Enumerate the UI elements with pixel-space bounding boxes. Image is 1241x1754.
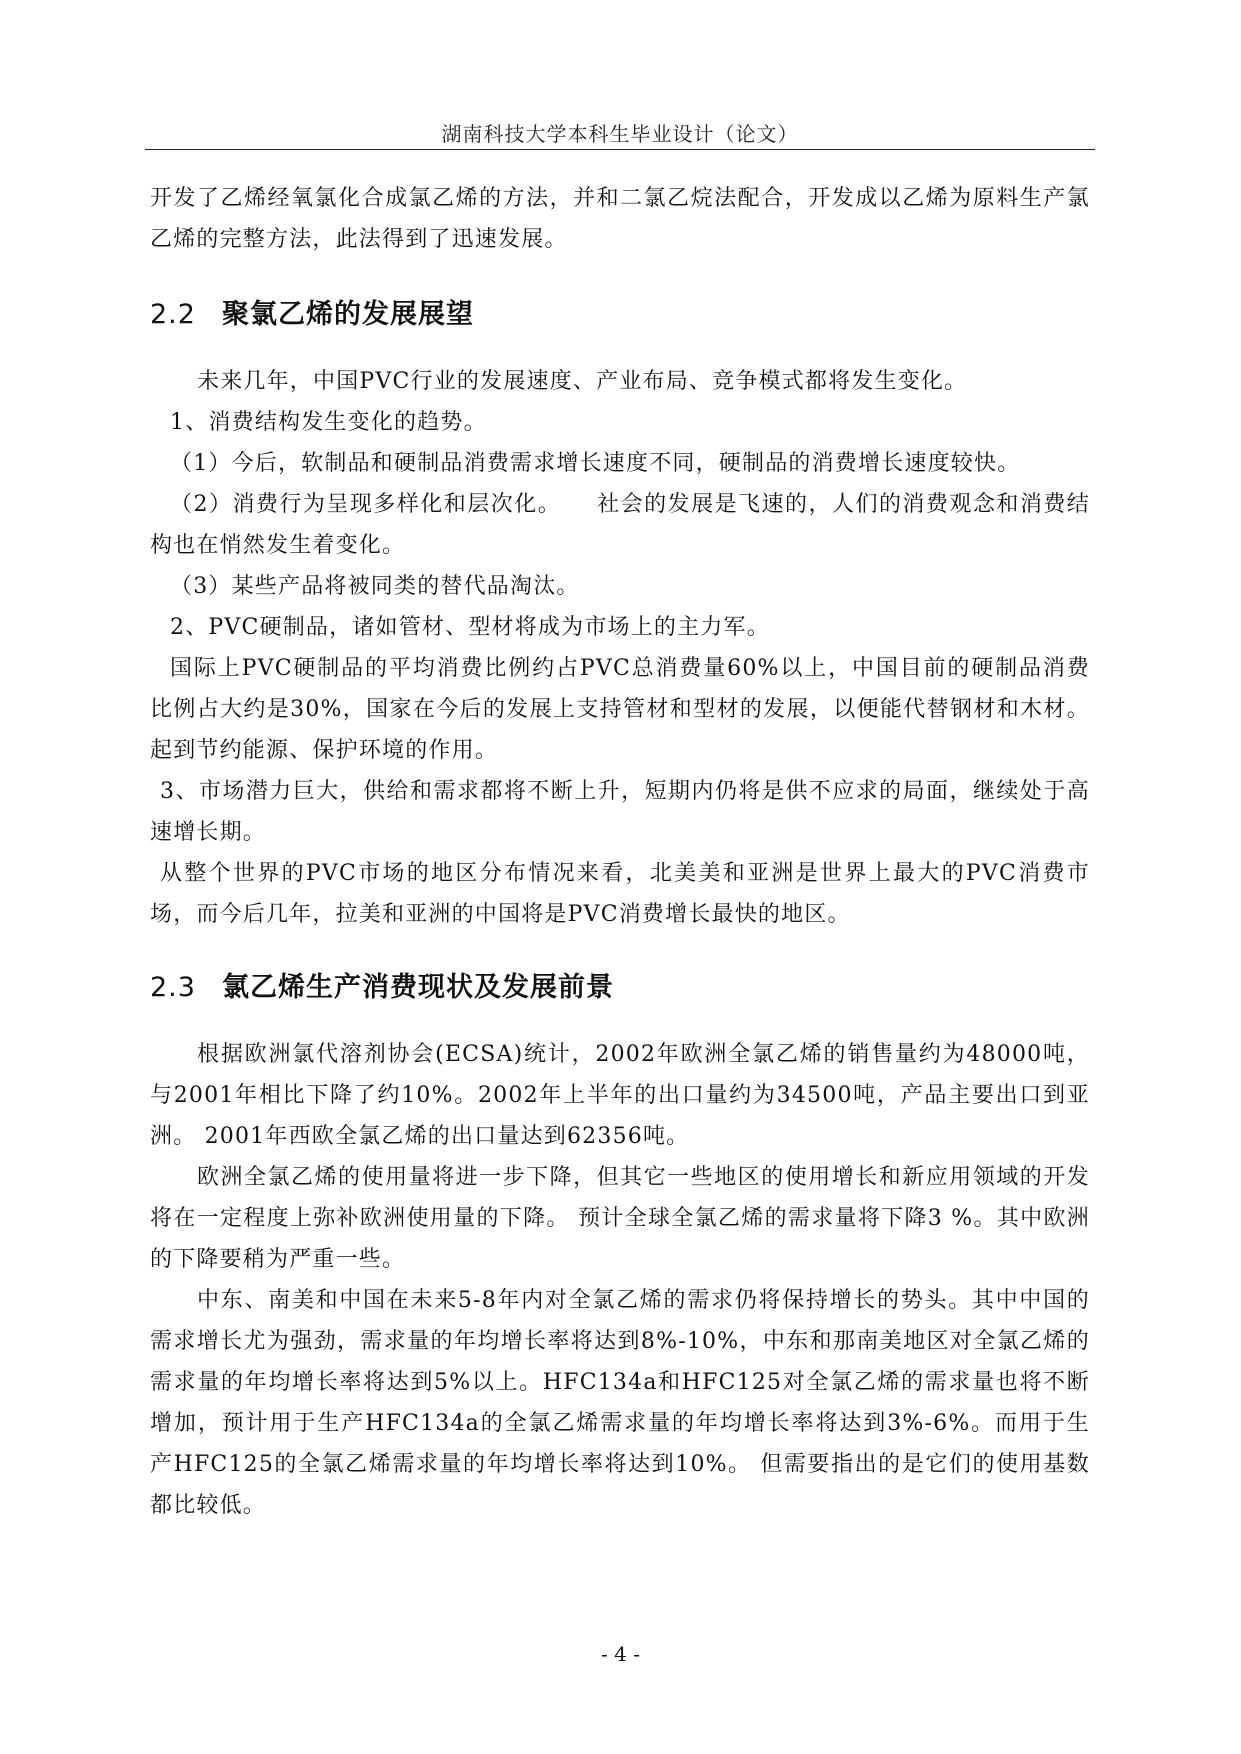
header-rule [145, 149, 1095, 150]
section-title: 氯乙烯生产消费现状及发展前景 [222, 972, 614, 1003]
paragraph: （3）某些产品将被同类的替代品淘汰。 [170, 574, 580, 599]
section-title: 聚氯乙烯的发展展望 [222, 299, 474, 330]
section-number: 2.2 [150, 299, 196, 330]
section-heading-2-2 [150, 292, 1090, 331]
paragraph: 国际上PVC硬制品的平均消费比例约占PVC总消费量60%以上，中国目前的硬制品消费比例占大约是30%，国家在今后的发展上支持管材和型材的发展，以便能代替钢材和木材。起到节约能源、保护环境的作用。 [150, 656, 1090, 763]
paragraph: 1、消费结构发生变化的趋势。 [170, 410, 487, 435]
paragraph: 未来几年，中国PVC行业的发展速度、产业布局、竞争模式都将发生变化。 [197, 369, 968, 394]
paragraph: （2）消费行为呈现多样化和层次化。 社会的发展是飞速的，人们的消费观念和消费结构也在悄然发生着变化。 [150, 492, 1090, 558]
section-heading-2-3 [150, 965, 1090, 1004]
intro-paragraph: 开发了乙烯经氧氯化合成氯乙烯的方法，并和二氯乙烷法配合，开发成以乙烯为原料生产氯乙烯的完整方法，此法得到了迅速发展。 [150, 186, 1090, 252]
paragraph: 根据欧洲氯代溶剂协会(ECSA)统计，2002年欧洲全氯乙烯的销售量约为48000吨，与2001年相比下降了约10%。2002年上半年的出口量约为34500吨，产品主要出口到亚洲。 2001年西欧全氯乙烯的出口量达到62356吨。 [150, 1042, 1090, 1149]
section-number: 2.3 [150, 972, 196, 1003]
running-header: 湖南科技大学本科生毕业设计（论文） [441, 122, 799, 146]
paragraph: （1）今后，软制品和硬制品消费需求增长速度不同，硬制品的消费增长速度较快。 [170, 451, 1021, 476]
paragraph: 中东、南美和中国在未来5-8年内对全氯乙烯的需求仍将保持增长的势头。其中中国的需求增长尤为强劲，需求量的年均增长率将达到8%-10%，中东和那南美地区对全氯乙烯的需求量的年均增长率将达到5%以上。HFC134a和HFC125对全氯乙烯的需求量也将不断增加，预计用于生产HFC134a的全氯乙烯需求量的年均增长率将达到3%-6%。而用于生产HFC125的全氯乙烯需求量的年均增长率将达到10%。 但需要指出的是它们的使用基数都比较低。 [150, 1288, 1090, 1518]
page-number: - 4 - [601, 1642, 640, 1666]
paragraph: 2、PVC硬制品，诸如管材、型材将成为市场上的主力军。 [170, 615, 770, 640]
paragraph: 从整个世界的PVC市场的地区分布情况来看，北美美和亚洲是世界上最大的PVC消费市场，而今后几年，拉美和亚洲的中国将是PVC消费增长最快的地区。 [150, 861, 1090, 927]
paragraph: 欧洲全氯乙烯的使用量将进一步下降，但其它一些地区的使用增长和新应用领域的开发将在一定程度上弥补欧洲使用量的下降。 预计全球全氯乙烯的需求量将下降3 %。其中欧洲的下降要稍为严重一些。 [150, 1165, 1090, 1272]
page-content [150, 178, 1090, 1526]
paragraph: 3、市场潜力巨大，供给和需求都将不断上升，短期内仍将是供不应求的局面，继续处于高速增长期。 [150, 779, 1090, 845]
